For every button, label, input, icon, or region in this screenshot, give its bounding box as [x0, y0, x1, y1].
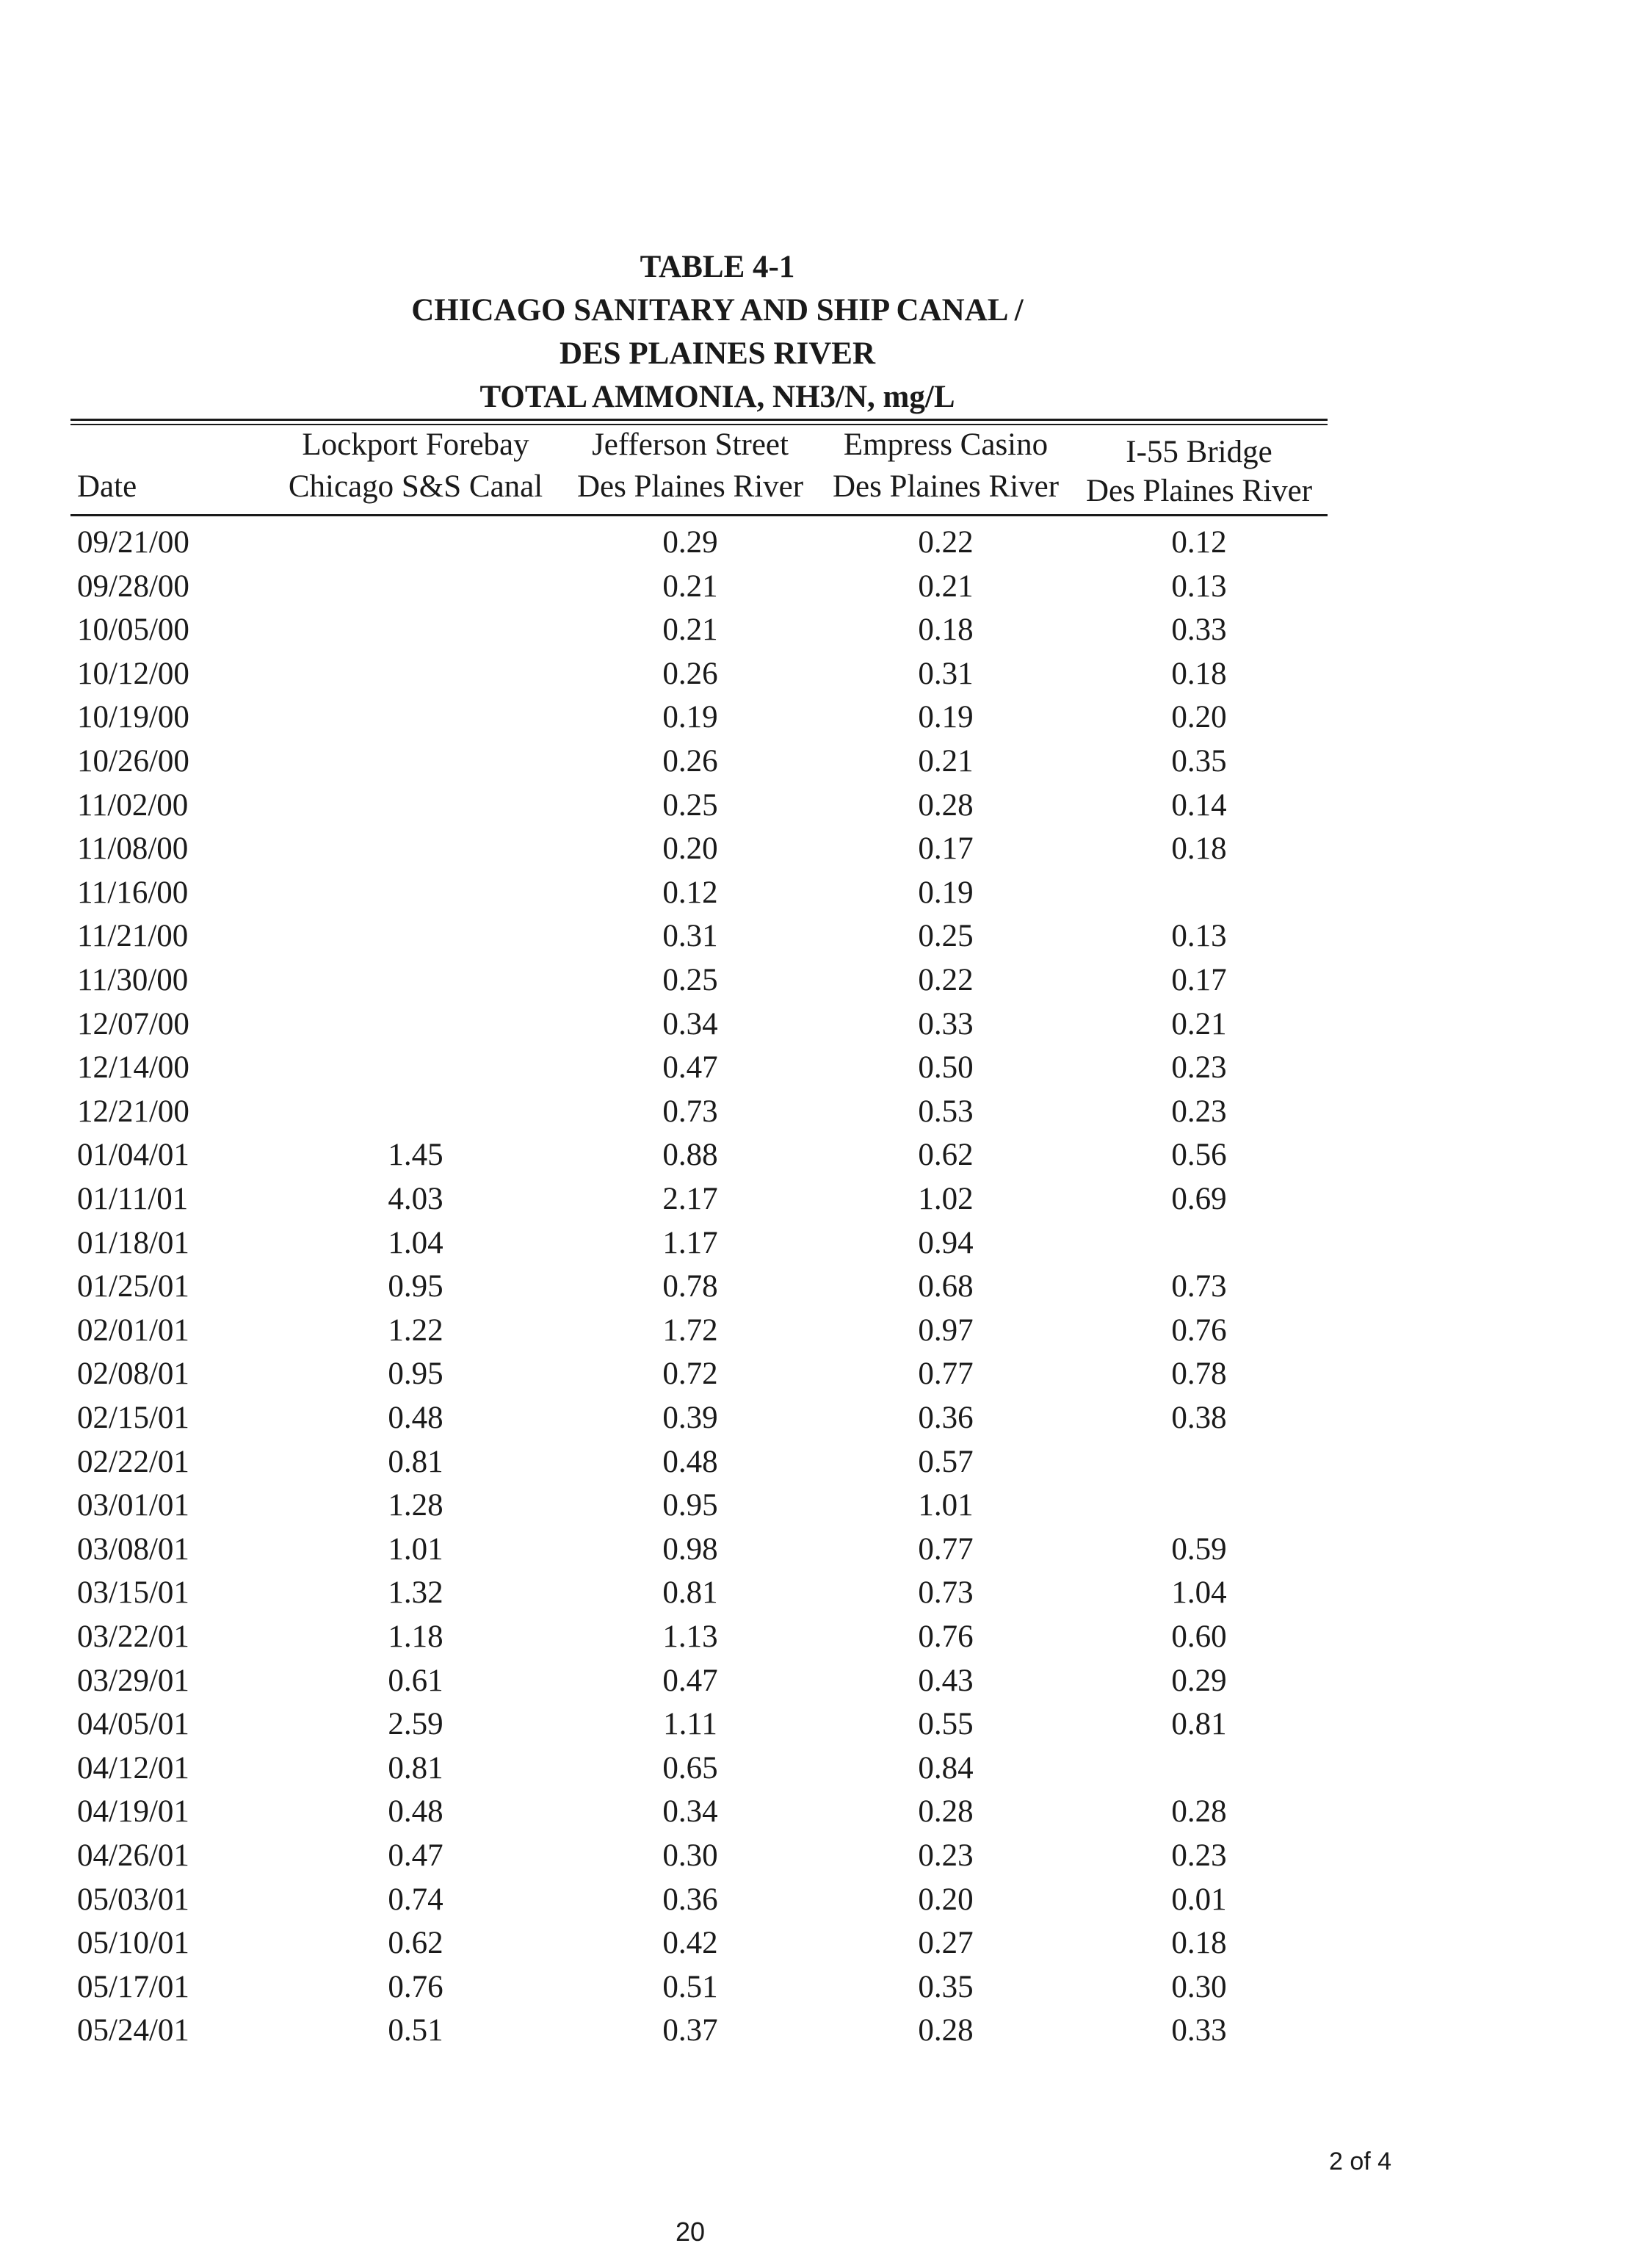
value-cell-col-1: 0.74 [388, 1882, 443, 1917]
date-cell: 05/03/01 [77, 1882, 189, 1917]
value-cell-col-2: 0.95 [662, 1488, 718, 1523]
date-cell: 09/21/00 [77, 525, 189, 560]
table-row [0, 1003, 1633, 1046]
value-cell-col-3: 0.28 [918, 1794, 974, 1830]
value-cell-col-2: 0.98 [662, 1531, 718, 1567]
value-cell-col-2: 0.47 [662, 1050, 718, 1086]
value-cell-col-2: 1.72 [662, 1312, 718, 1348]
value-cell-col-3: 0.57 [918, 1444, 974, 1479]
value-cell-col-4: 0.76 [1171, 1312, 1227, 1348]
page-count: 2 of 4 [1329, 2148, 1392, 2175]
value-cell-col-4: 0.60 [1171, 1619, 1227, 1654]
value-cell-col-1: 1.04 [388, 1225, 443, 1260]
value-cell-col-4: 0.21 [1171, 1006, 1227, 1041]
date-cell: 03/22/01 [77, 1619, 189, 1654]
value-cell-col-4: 0.59 [1171, 1531, 1227, 1567]
date-cell: 03/08/01 [77, 1531, 189, 1567]
value-cell-col-4: 0.33 [1171, 613, 1227, 648]
value-cell-col-3: 0.36 [918, 1401, 974, 1435]
value-cell-col-2: 0.48 [662, 1444, 718, 1479]
table-row [0, 914, 1633, 958]
value-cell-col-3: 0.35 [918, 1969, 974, 2004]
date-cell: 03/29/01 [77, 1663, 189, 1698]
value-cell-col-4: 0.28 [1171, 1794, 1227, 1830]
value-cell-col-3: 0.19 [918, 700, 974, 735]
date-cell: 04/19/01 [77, 1794, 189, 1830]
value-cell-col-3: 0.84 [918, 1750, 974, 1785]
value-cell-col-2: 0.78 [662, 1269, 718, 1304]
value-cell-col-3: 0.33 [918, 1006, 974, 1041]
value-cell-col-3: 0.53 [918, 1094, 974, 1129]
value-cell-col-2: 2.17 [662, 1182, 718, 1216]
table-title-line-2: DES PLAINES RIVER [559, 336, 876, 371]
value-cell-col-2: 0.21 [662, 568, 718, 604]
date-cell: 01/25/01 [77, 1269, 189, 1304]
date-cell: 11/02/00 [77, 787, 189, 823]
value-cell-col-2: 0.26 [662, 656, 718, 691]
value-cell-col-2: 0.31 [662, 919, 718, 954]
value-cell-col-2: 0.19 [662, 700, 718, 735]
col-3-water: Des Plaines River [832, 469, 1060, 504]
table-row [0, 1921, 1633, 1965]
date-cell: 05/17/01 [77, 1969, 189, 2004]
header-bottom-rule [70, 514, 1328, 516]
value-cell-col-3: 0.21 [918, 568, 974, 604]
table-row [0, 1965, 1633, 2009]
date-cell: 10/05/00 [77, 613, 189, 648]
value-cell-col-3: 0.23 [918, 1838, 974, 1873]
date-cell: 11/16/00 [77, 875, 189, 910]
col-4-water: Des Plaines River [1085, 474, 1313, 508]
value-cell-col-3: 0.97 [918, 1312, 974, 1348]
value-cell-col-4: 0.18 [1171, 1926, 1227, 1961]
table-title-line-3: TOTAL AMMONIA, NH3/N, mg/L [479, 380, 955, 414]
col-2-station: Jefferson Street [592, 427, 789, 462]
date-cell: 12/21/00 [77, 1094, 189, 1129]
date-cell: 05/24/01 [77, 2013, 189, 2048]
table-row [0, 1265, 1633, 1308]
value-cell-col-2: 0.26 [662, 744, 718, 779]
date-cell: 05/10/01 [77, 1926, 189, 1961]
value-cell-col-2: 0.39 [662, 1401, 718, 1435]
table-row [0, 958, 1633, 1002]
table-row [0, 1352, 1633, 1395]
date-cell: 01/11/01 [77, 1182, 189, 1216]
page-number: 20 [675, 2217, 706, 2247]
value-cell-col-4: 0.18 [1171, 831, 1227, 867]
value-cell-col-2: 0.29 [662, 525, 718, 560]
table-row [0, 1790, 1633, 1833]
value-cell-col-2: 0.25 [662, 963, 718, 997]
value-cell-col-4: 0.56 [1171, 1138, 1227, 1173]
table-title-line-1: CHICAGO SANITARY AND SHIP CANAL / [411, 293, 1024, 328]
value-cell-col-2: 0.47 [662, 1663, 718, 1698]
value-cell-col-4: 0.23 [1171, 1050, 1227, 1086]
date-cell: 11/21/00 [77, 919, 189, 954]
value-cell-col-1: 0.48 [388, 1401, 443, 1435]
table-row [0, 608, 1633, 651]
value-cell-col-3: 0.28 [918, 787, 974, 823]
value-cell-col-1: 0.95 [388, 1357, 443, 1392]
value-cell-col-3: 0.50 [918, 1050, 974, 1086]
value-cell-col-4: 0.12 [1171, 525, 1227, 560]
value-cell-col-4: 0.01 [1171, 1882, 1227, 1917]
value-cell-col-3: 0.77 [918, 1531, 974, 1567]
value-cell-col-1: 0.76 [388, 1969, 443, 2004]
value-cell-col-3: 0.43 [918, 1663, 974, 1698]
value-cell-col-1: 1.18 [388, 1619, 443, 1654]
value-cell-col-2: 1.11 [663, 1707, 717, 1742]
value-cell-col-1: 1.45 [388, 1138, 443, 1173]
value-cell-col-3: 1.01 [918, 1488, 974, 1523]
table-row [0, 2009, 1633, 2052]
value-cell-col-3: 0.55 [918, 1707, 974, 1742]
value-cell-col-1: 0.81 [388, 1444, 443, 1479]
value-cell-col-2: 0.42 [662, 1926, 718, 1961]
value-cell-col-2: 0.12 [662, 875, 718, 910]
date-cell: 04/12/01 [77, 1750, 189, 1785]
value-cell-col-3: 0.76 [918, 1619, 974, 1654]
value-cell-col-2: 0.88 [662, 1138, 718, 1173]
value-cell-col-3: 0.25 [918, 919, 974, 954]
value-cell-col-4: 0.30 [1171, 1969, 1227, 2004]
date-cell: 02/01/01 [77, 1312, 189, 1348]
value-cell-col-3: 0.18 [918, 613, 974, 648]
date-cell: 12/14/00 [77, 1050, 189, 1086]
value-cell-col-3: 0.21 [918, 744, 974, 779]
col-4-station: I-55 Bridge [1126, 435, 1272, 469]
value-cell-col-2: 0.34 [662, 1794, 718, 1830]
value-cell-col-1: 0.47 [388, 1838, 443, 1873]
value-cell-col-4: 0.23 [1171, 1838, 1227, 1873]
value-cell-col-1: 0.61 [388, 1663, 443, 1698]
value-cell-col-2: 0.21 [662, 613, 718, 648]
value-cell-col-2: 0.30 [662, 1838, 718, 1873]
table-row [0, 1571, 1633, 1614]
date-cell: 12/07/00 [77, 1006, 189, 1041]
date-cell: 10/26/00 [77, 744, 189, 779]
date-cell: 11/30/00 [77, 963, 189, 997]
value-cell-col-4: 0.29 [1171, 1663, 1227, 1698]
value-cell-col-4: 0.38 [1171, 1401, 1227, 1435]
table-row [0, 1878, 1633, 1921]
value-cell-col-3: 0.17 [918, 831, 974, 867]
value-cell-col-1: 1.01 [388, 1531, 443, 1567]
value-cell-col-3: 0.19 [918, 875, 974, 910]
value-cell-col-3: 0.27 [918, 1926, 974, 1961]
value-cell-col-2: 0.36 [662, 1882, 718, 1917]
value-cell-col-3: 0.62 [918, 1138, 974, 1173]
value-cell-col-4: 0.73 [1171, 1269, 1227, 1304]
value-cell-col-4: 0.35 [1171, 744, 1227, 779]
value-cell-col-2: 0.81 [662, 1575, 718, 1611]
value-cell-col-1: 1.22 [388, 1312, 443, 1348]
table-row [0, 1834, 1633, 1877]
value-cell-col-1: 0.62 [388, 1926, 443, 1961]
table-row [0, 1177, 1633, 1221]
value-cell-col-2: 0.72 [662, 1357, 718, 1392]
value-cell-col-4: 0.69 [1171, 1182, 1227, 1216]
date-cell: 01/18/01 [77, 1225, 189, 1260]
value-cell-col-3: 0.68 [918, 1269, 974, 1304]
date-cell: 04/05/01 [77, 1707, 189, 1742]
value-cell-col-4: 0.23 [1171, 1094, 1227, 1129]
value-cell-col-4: 0.33 [1171, 2013, 1227, 2048]
value-cell-col-4: 1.04 [1171, 1575, 1227, 1611]
date-cell: 02/08/01 [77, 1357, 189, 1392]
col-1-water: Chicago S&S Canal [288, 469, 543, 504]
table-row [0, 1090, 1633, 1133]
value-cell-col-4: 0.20 [1171, 700, 1227, 735]
value-cell-col-4: 0.78 [1171, 1357, 1227, 1392]
table-number: TABLE 4-1 [640, 250, 795, 284]
table-row [0, 565, 1633, 608]
table-row [0, 1484, 1633, 1527]
value-cell-col-4: 0.18 [1171, 656, 1227, 691]
value-cell-col-3: 0.22 [918, 525, 974, 560]
value-cell-col-1: 2.59 [388, 1707, 443, 1742]
table-row [0, 1747, 1633, 1790]
value-cell-col-2: 0.25 [662, 787, 718, 823]
value-cell-col-4: 0.13 [1171, 568, 1227, 604]
value-cell-col-3: 0.94 [918, 1225, 974, 1260]
table-row [0, 652, 1633, 696]
col-1-station: Lockport Forebay [302, 427, 529, 462]
table-row [0, 1046, 1633, 1089]
col-2-water: Des Plaines River [576, 469, 804, 504]
value-cell-col-1: 0.51 [388, 2013, 443, 2048]
date-cell: 10/12/00 [77, 656, 189, 691]
value-cell-col-2: 0.73 [662, 1094, 718, 1129]
value-cell-col-3: 0.28 [918, 2013, 974, 2048]
date-cell: 02/15/01 [77, 1401, 189, 1435]
table-row [0, 1133, 1633, 1177]
value-cell-col-2: 1.17 [662, 1225, 718, 1260]
value-cell-col-2: 0.37 [662, 2013, 718, 2048]
date-cell: 03/01/01 [77, 1488, 189, 1523]
value-cell-col-1: 1.32 [388, 1575, 443, 1611]
table-row [0, 1440, 1633, 1484]
date-cell: 10/19/00 [77, 700, 189, 735]
value-cell-col-3: 0.22 [918, 963, 974, 997]
date-cell: 11/08/00 [77, 831, 189, 867]
value-cell-col-1: 0.48 [388, 1794, 443, 1830]
date-cell: 03/15/01 [77, 1575, 189, 1611]
table-row [0, 521, 1633, 564]
table-row [0, 1309, 1633, 1352]
table-row [0, 827, 1633, 870]
value-cell-col-2: 0.34 [662, 1006, 718, 1041]
table-row [0, 1615, 1633, 1658]
table-row [0, 1528, 1633, 1571]
value-cell-col-2: 0.65 [662, 1750, 718, 1785]
date-cell: 02/22/01 [77, 1444, 189, 1479]
table-title [0, 245, 1435, 419]
col-3-station: Empress Casino [843, 427, 1049, 462]
value-cell-col-1: 0.81 [388, 1750, 443, 1785]
table-row [0, 696, 1633, 739]
value-cell-col-1: 4.03 [388, 1182, 443, 1216]
value-cell-col-4: 0.81 [1171, 1707, 1227, 1742]
table-row [0, 871, 1633, 914]
value-cell-col-3: 0.20 [918, 1882, 974, 1917]
value-cell-col-2: 0.51 [662, 1969, 718, 2004]
table-row [0, 740, 1633, 783]
value-cell-col-3: 0.73 [918, 1575, 974, 1611]
table-row [0, 1221, 1633, 1265]
value-cell-col-1: 0.95 [388, 1269, 443, 1304]
value-cell-col-4: 0.17 [1171, 963, 1227, 997]
value-cell-col-3: 0.31 [918, 656, 974, 691]
table-row [0, 1659, 1633, 1702]
date-cell: 09/28/00 [77, 568, 189, 604]
table-row [0, 1702, 1633, 1746]
value-cell-col-4: 0.13 [1171, 919, 1227, 954]
date-cell: 01/04/01 [77, 1138, 189, 1173]
value-cell-col-1: 1.28 [388, 1488, 443, 1523]
value-cell-col-3: 0.77 [918, 1357, 974, 1392]
value-cell-col-3: 1.02 [918, 1182, 974, 1216]
date-column-header: Date [77, 469, 137, 504]
table-row [0, 1396, 1633, 1440]
date-cell: 04/26/01 [77, 1838, 189, 1873]
value-cell-col-4: 0.14 [1171, 787, 1227, 823]
value-cell-col-2: 1.13 [662, 1619, 718, 1654]
table-row [0, 784, 1633, 827]
value-cell-col-2: 0.20 [662, 831, 718, 867]
